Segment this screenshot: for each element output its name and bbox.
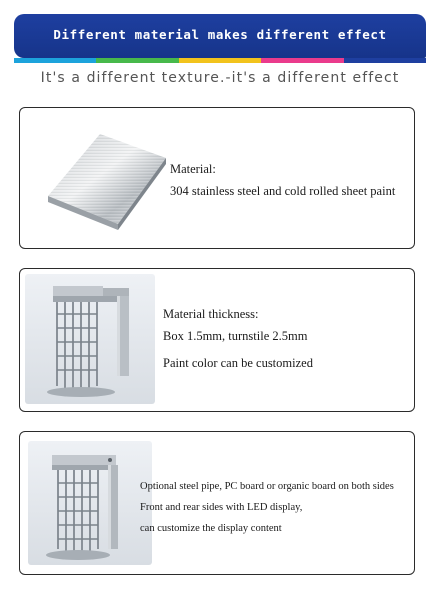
- color-strip: [14, 58, 426, 63]
- steel-sheet-image: [34, 124, 169, 234]
- display-custom-note: can customize the display content: [140, 523, 282, 534]
- board-options: Optional steel pipe, PC board or organic board on both sides: [140, 481, 394, 492]
- thickness-description: [163, 303, 313, 374]
- strip-segment: [344, 58, 426, 63]
- turnstile-image: [25, 274, 155, 404]
- thickness-card: [19, 268, 415, 412]
- material-card: [19, 107, 415, 249]
- strip-segment: [261, 58, 343, 63]
- material-label: Material:: [170, 162, 216, 176]
- thickness-label: Material thickness:: [163, 307, 259, 321]
- strip-segment: [96, 58, 178, 63]
- strip-segment: [179, 58, 261, 63]
- page-title: Different material makes different effect: [53, 27, 387, 42]
- strip-segment: [14, 58, 96, 63]
- material-value: 304 stainless steel and cold rolled sheet paint: [170, 184, 396, 198]
- options-description: [140, 476, 394, 539]
- thickness-value: Box 1.5mm, turnstile 2.5mm: [163, 329, 308, 343]
- header-banner: [14, 14, 426, 58]
- material-description: [170, 158, 395, 202]
- led-display-note: Front and rear sides with LED display,: [140, 502, 303, 513]
- page-subtitle: It's a different texture.-it's a different effect: [40, 70, 400, 86]
- options-card: [19, 431, 415, 575]
- turnstile-led-image: [28, 441, 152, 565]
- paint-color-note: Paint color can be customized: [163, 356, 313, 370]
